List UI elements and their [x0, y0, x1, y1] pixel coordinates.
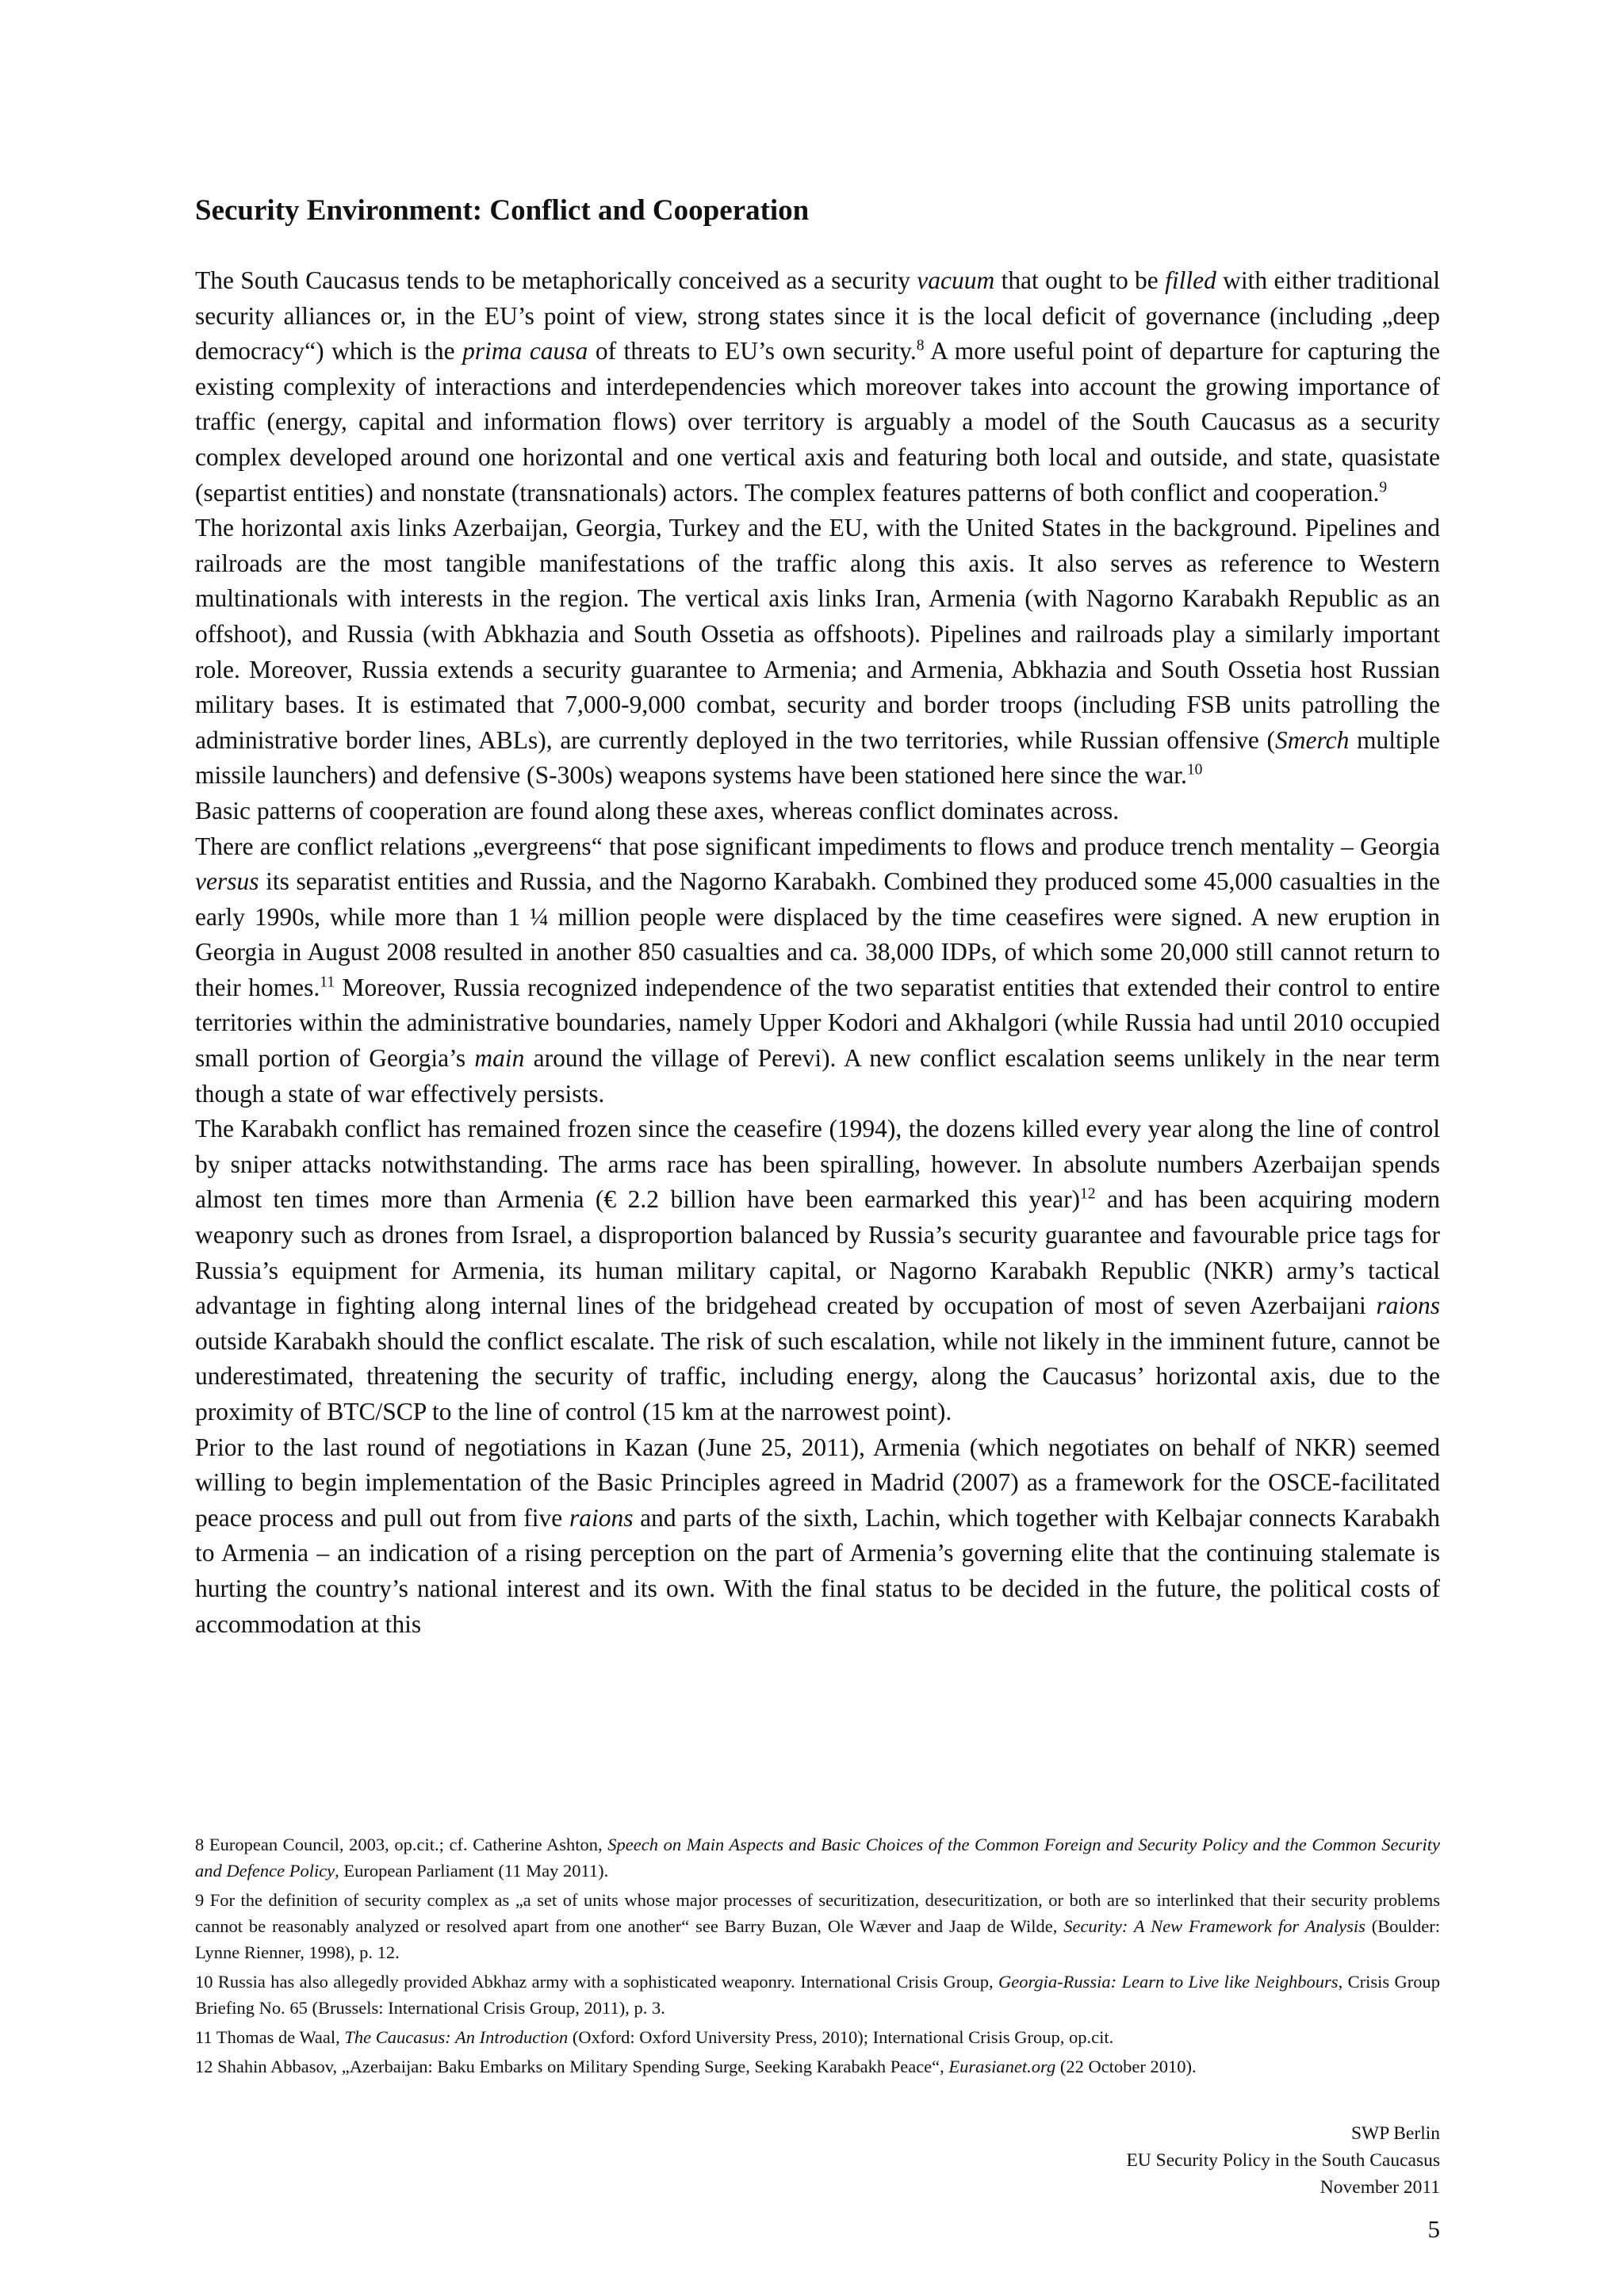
- text-run: Prior to the last round of negotiations in Kazan (June 25, 2011), Armenia (which negotiates on behalf of NKR) seemed willing to begin implementation of the Basic Principles agreed in Madrid (2007) as a framework for the OSCE-facilitated peace process and pull out from five: [195, 1433, 1440, 1532]
- text-run: 12 Shahin Abbasov, „Azerbaijan: Baku Embarks on Military Spending Surge, Seeking Karabakh Peace“,: [195, 2057, 949, 2076]
- paragraph-2: [195, 511, 1440, 794]
- text-run: (22 October 2010).: [1055, 2057, 1197, 2076]
- footnote-11: [195, 2024, 1440, 2050]
- text-run: A more useful point of departure for capturing the existing complexity of interactions and interdependencies which moreover takes into account the growing importance of traffic (energy, capital and information flows) over territory is arguably a model of the South Caucasus as a security complex developed around one horizontal and one vertical axis and featuring both local and outside, and state, quasistate (separtist entities) and nonstate (transnationals) actors. The complex features patterns of both conflict and cooperation.: [195, 337, 1441, 507]
- section-heading: Security Environment: Conflict and Cooperation: [195, 194, 810, 227]
- footer-publisher: SWP Berlin: [1350, 2123, 1440, 2144]
- text-run: with either traditional security alliances or, in the EU’s point of view, strong states since it is the local deficit of governance (including „deep democracy“) which is the: [195, 266, 1440, 365]
- text-run: The Karabakh conflict has remained frozen since the ceasefire (1994), the dozens killed every year along the line of control by sniper attacks notwithstanding. The arms race has been spiralling, however. In absolute numbers Azerbaijan spends almost ten times more than Armenia (€ 2.2 billion have been earmarked this year): [195, 1115, 1440, 1214]
- text-run: and parts of the sixth, Lachin, which together with Kelbajar connects Karabakh to Armenia – an indication of a rising perception on the part of Armenia’s governing elite that the continuing stalemate is hurting the country’s national interest and its own. With the final status to be decided in the future, the political costs of accommodation at this: [195, 1503, 1440, 1638]
- text-run: its separatist entities and Russia, and the Nagorno Karabakh. Combined they produced some 45,000 casualties in the early 1990s, while more than 1 ¼ million people were displaced by the time ceasefires were signed. A new eruption in Georgia in August 2008 resulted in another 850 casualties and ca. 38,000 IDPs, of which some 20,000 still cannot return to their homes.: [195, 867, 1440, 1001]
- text-run: There are conflict relations „evergreens“ that pose significant impediments to flows and produce trench mentality – Georgia: [195, 832, 1440, 860]
- text-run: that ought to be: [994, 266, 1166, 294]
- text-run: Basic patterns of cooperation are found along these axes, whereas conflict dominates across.: [195, 796, 1120, 825]
- italic-title: Eurasianet.org: [948, 2057, 1056, 2076]
- footnotes: [195, 1831, 1440, 2083]
- paragraph-3: [195, 794, 1440, 829]
- page-number: 5: [1427, 2215, 1440, 2243]
- text-run: 10 Russia has also allegedly provided Abkhaz army with a sophisticated weaponry. International Crisis Group,: [195, 1972, 998, 1992]
- footnote-9: [195, 1887, 1440, 1965]
- paragraph-1: [195, 263, 1440, 511]
- italic-title: The Caucasus: An Introduction: [344, 2027, 569, 2047]
- footnote-ref-9[interactable]: 9: [1379, 479, 1388, 496]
- text-run: around the village of Perevi). A new conflict escalation seems unlikely in the near term though a state of war effectively persists.: [195, 1044, 1441, 1108]
- italic-term: prima causa: [462, 337, 588, 365]
- text-run: The horizontal axis links Azerbaijan, Georgia, Turkey and the EU, with the United States in the background. Pipelines and railroads are the most tangible manifestations of the traffic along this axis. It also serves as reference to Western multinationals with interests in the region. The vertical axis links Iran, Armenia (with Nagorno Karabakh Republic as an offshoot), and Russia (with Abkhazia and South Ossetia as offshoots). Pipelines and railroads play a similarly important role. Moreover, Russia extends a security guarantee to Armenia; and Armenia, Abkhazia and South Ossetia host Russian military bases. It is estimated that 7,000-9,000 combat, security and border troops (including FSB units patrolling the administrative border lines, ABLs), are currently deployed in the two territories, while Russian offensive (: [195, 514, 1440, 754]
- paragraph-4: [195, 829, 1440, 1112]
- text-run: (Boulder: Lynne Rienner, 1998), p. 12.: [195, 1916, 1440, 1962]
- paragraph-6: [195, 1430, 1440, 1643]
- italic-title: Speech on Main Aspects and Basic Choices of the Common Foreign and Security Policy and the Common Security and Defence Policy: [195, 1835, 1440, 1881]
- paragraph-5: [195, 1112, 1440, 1429]
- text-run: 9 For the definition of security complex as „a set of units whose major processes of securitization, desecuritization, or both are so interlinked that their security problems cannot be reasonably analyzed or resolved apart from one another“ see Barry Buzan, Ole Wæver and Jaap de Wilde,: [195, 1890, 1440, 1936]
- italic-title: Georgia-Russia: Learn to Live like Neighbours: [998, 1972, 1339, 1992]
- footnote-ref-12[interactable]: 12: [1080, 1185, 1096, 1203]
- italic-term: main: [474, 1044, 525, 1073]
- footnote-10: [195, 1969, 1440, 2021]
- text-run: 11 Thomas de Waal,: [195, 2027, 345, 2047]
- body-text: [195, 263, 1440, 1642]
- text-run: and has been acquiring modern weaponry such as drones from Israel, a disproportion balanced by Russia’s security guarantee and favourable price tags for Russia’s equipment for Armenia, its human military capital, or Nagorno Karabakh Republic (NKR) army’s tactical advantage in fighting along internal lines of the bridgehead created by occupation of most of seven Azerbaijani: [195, 1185, 1440, 1320]
- italic-term: vacuum: [917, 266, 995, 294]
- italic-title: Security: A New Framework for Analysis: [1063, 1916, 1365, 1936]
- italic-term: versus: [195, 867, 259, 896]
- footnote-ref-10[interactable]: 10: [1186, 761, 1203, 779]
- footer-date: November 2011: [1320, 2177, 1440, 2198]
- text-run: Moreover, Russia recognized independence of the two separatist entities that extended their control to entire territories within the administrative boundaries, namely Upper Kodori and Akhalgori (while Russia had until 2010 occupied small portion of Georgia’s: [195, 973, 1441, 1073]
- text-run: , Crisis Group Briefing No. 65 (Brussels: International Crisis Group, 2011), p. 3.: [195, 1972, 1440, 2018]
- running-footer: [806, 2120, 1440, 2201]
- text-run: , European Parliament (11 May 2011).: [335, 1861, 609, 1881]
- footnote-ref-8[interactable]: 8: [916, 337, 925, 354]
- text-run: of threats to EU’s own security.: [588, 337, 917, 365]
- italic-term: raions: [569, 1503, 634, 1532]
- text-run: outside Karabakh should the conflict escalate. The risk of such escalation, while not likely in the imminent future, cannot be underestimated, threatening the security of traffic, including energy, along the Caucasus’ horizontal axis, due to the proximity of BTC/SCP to the line of control (15 km at the narrowest point).: [195, 1326, 1440, 1425]
- footer-publication-title: EU Security Policy in the South Caucasus: [1126, 2150, 1440, 2171]
- text-run: 8 European Council, 2003, op.cit.; cf. Catherine Ashton,: [195, 1835, 608, 1854]
- italic-term: Smerch: [1275, 725, 1350, 754]
- text-run: The South Caucasus tends to be metaphorically conceived as a security: [195, 266, 917, 294]
- footnote-8: [195, 1831, 1440, 1884]
- italic-term: raions: [1376, 1292, 1440, 1320]
- italic-term: filled: [1165, 266, 1216, 294]
- text-run: multiple missile launchers) and defensive (S-300s) weapons systems have been stationed here since the war.: [195, 725, 1440, 790]
- text-run: (Oxford: Oxford University Press, 2010); International Crisis Group, op.cit.: [568, 2027, 1114, 2047]
- footnote-12: [195, 2053, 1440, 2080]
- footnote-ref-11[interactable]: 11: [320, 974, 335, 991]
